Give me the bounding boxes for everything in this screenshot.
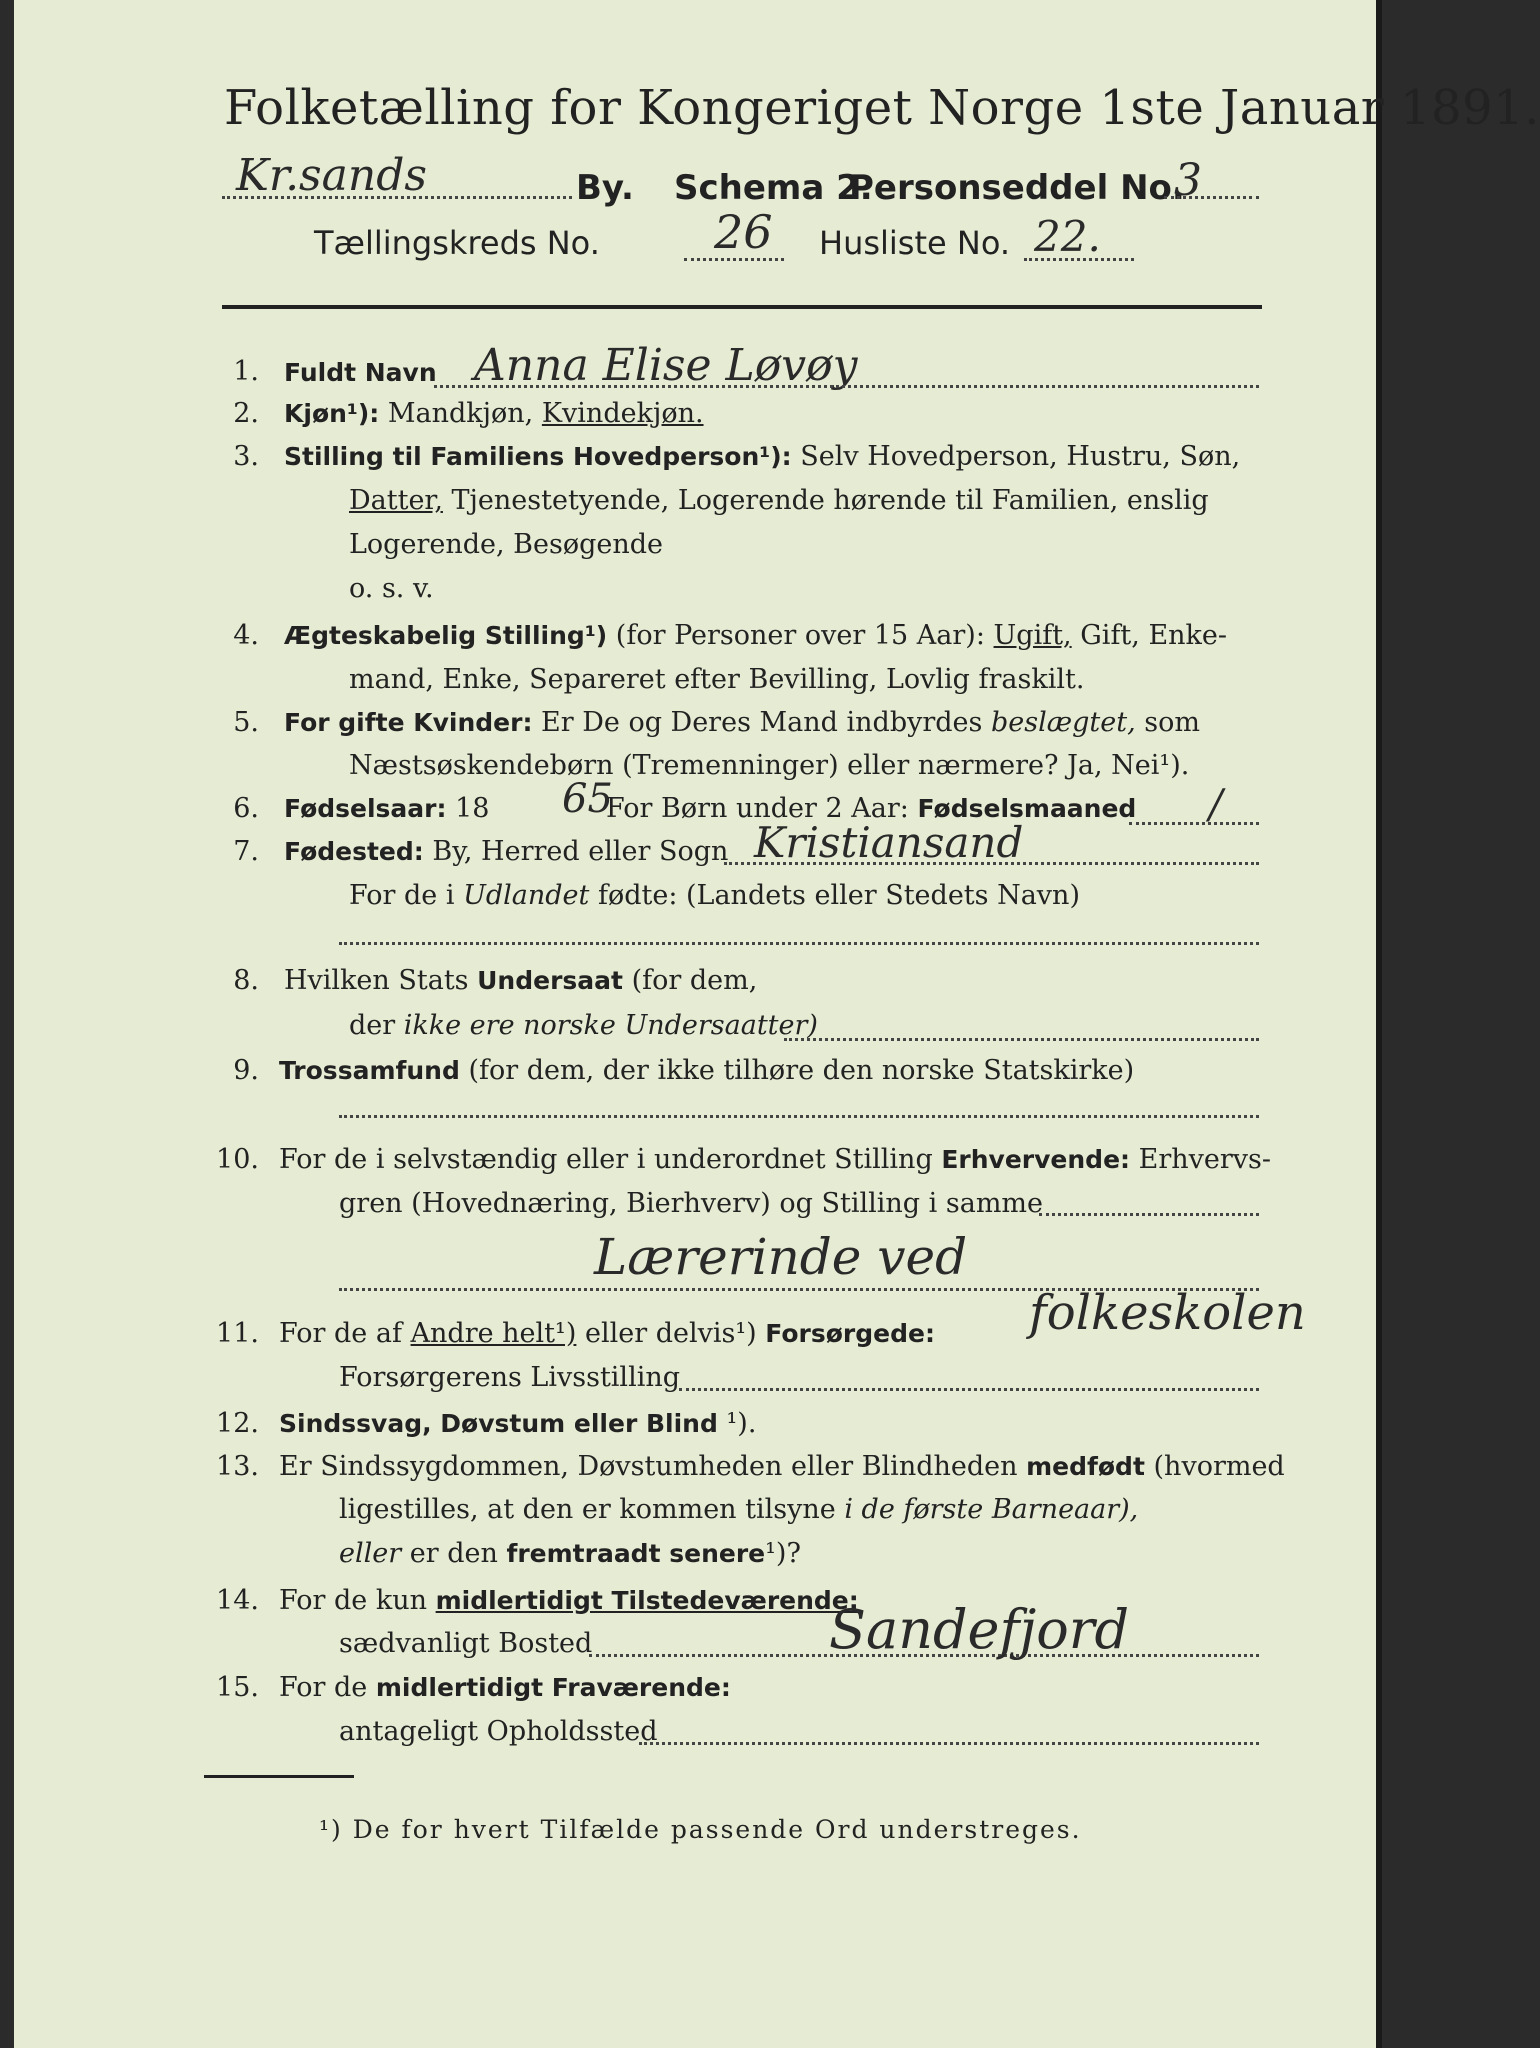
- item-10-occupation-handwritten: Lærerinde ved: [594, 1228, 968, 1286]
- personseddel-number: 3: [1174, 155, 1202, 206]
- city-handwritten: Kr.sands: [236, 150, 427, 201]
- item-3-datter: Datter,: [349, 485, 443, 516]
- schema-label: Schema 2.: [674, 168, 873, 208]
- item-6-rest-text: For Børn under 2 Aar:: [606, 793, 909, 824]
- item-13-line1: [279, 1451, 1285, 1482]
- item-13-rest: Er Sindssygdommen, Døvstumheden eller Blindheden: [279, 1451, 1018, 1482]
- item-15-dots: [639, 1742, 1259, 1745]
- item-10-rest2: Erhvervs-: [1138, 1144, 1272, 1175]
- item-5-number: 5.: [233, 707, 259, 738]
- item-3-l2b: Tjenestetyende, Logerende hørende til Familien, enslig: [451, 485, 1209, 516]
- item-11-rest: For de af: [279, 1318, 402, 1349]
- kreds-dots: [684, 258, 784, 261]
- item-7-label: Fødested:: [284, 837, 424, 866]
- item-5-label: For gifte Kvinder:: [284, 708, 533, 737]
- item-4-line1: [284, 620, 1227, 651]
- item-13-l3b: fremtraadt senere: [506, 1539, 766, 1568]
- item-2-underlined: Kvindekjøn.: [541, 398, 704, 429]
- census-form: [14, 0, 1540, 2048]
- item-9-rest: (for dem, der ikke tilhøre den norske Statskirke): [468, 1055, 1135, 1086]
- item-1-name-handwritten: Anna Elise Løvøy: [474, 340, 858, 391]
- item-2-number: 2.: [233, 398, 259, 429]
- item-7-line2: [349, 880, 1080, 911]
- item-13-l2i: i de første Barneaar),: [844, 1494, 1139, 1525]
- item-6-dots: [1129, 822, 1259, 825]
- item-10-rest: For de i selvstændig eller i underordnet Stilling: [279, 1144, 933, 1175]
- item-6-month-handwritten: /: [1209, 782, 1223, 828]
- city-dots: [222, 196, 572, 199]
- item-13-label: medfødt: [1026, 1452, 1145, 1481]
- footnote: ¹) De for hvert Tilfælde passende Ord understreges.: [319, 1815, 1082, 1844]
- item-5-rest2: som: [1144, 707, 1200, 738]
- item-1-dots: [434, 385, 1259, 388]
- item-15-line2: antageligt Opholdssted: [339, 1716, 658, 1747]
- item-13-number: 13.: [216, 1451, 259, 1482]
- item-5-line1: [284, 707, 1200, 738]
- item-11-line2: Forsørgerens Livsstilling: [339, 1362, 681, 1393]
- item-5-line2: Næstsøskendebørn (Tremenninger) eller nærmere? Ja, Nei¹).: [349, 750, 1190, 781]
- item-2-label: Kjøn¹):: [284, 399, 380, 428]
- item-7-number: 7.: [233, 836, 259, 867]
- item-3-number: 3.: [233, 441, 259, 472]
- item-4-number: 4.: [233, 620, 259, 651]
- item-8-line1: [284, 965, 757, 996]
- item-3-line1: [284, 441, 1240, 472]
- husliste-dots: [1024, 258, 1134, 261]
- item-14-rest: For de kun: [279, 1585, 427, 1616]
- husliste-label: Husliste No.: [819, 224, 1010, 262]
- item-3-rest: Selv Hovedperson, Hustru, Søn,: [800, 441, 1241, 472]
- item-8-label: Undersaat: [477, 966, 623, 995]
- item-4-ugift: Ugift,: [993, 620, 1072, 651]
- item-15-rest: For de: [279, 1672, 368, 1703]
- item-13-line3: [339, 1538, 801, 1569]
- item-7-dots2: [339, 942, 1259, 945]
- item-5-ital: beslægtet,: [990, 707, 1136, 738]
- item-11-underlined: Andre helt¹): [410, 1318, 577, 1349]
- item-6-label2: Fødselsmaaned: [917, 794, 1137, 823]
- form-title: Folketælling for Kongeriget Norge 1ste Januar 1891.: [224, 80, 1540, 136]
- item-15-line1: [279, 1672, 731, 1703]
- item-14-residence-handwritten: Sandefjord: [829, 1598, 1130, 1661]
- item-10-dots1: [1039, 1213, 1259, 1216]
- kreds-number: 26: [714, 205, 773, 259]
- item-6-number: 6.: [233, 793, 259, 824]
- item-7-rest: By, Herred eller Sogn: [432, 836, 729, 867]
- item-6-pre: 18: [455, 793, 490, 824]
- item-8-rest2: (for dem,: [631, 965, 758, 996]
- item-9-number: 9.: [233, 1055, 259, 1086]
- item-14-line2: sædvanligt Bosted: [339, 1628, 593, 1659]
- item-8-rest: Hvilken Stats: [284, 965, 469, 996]
- item-4-line2: mand, Enke, Separeret efter Bevilling, Lovlig fraskilt.: [349, 664, 1085, 695]
- item-12-rest: ¹).: [726, 1408, 757, 1439]
- item-13-rest2: (hvormed: [1153, 1451, 1285, 1482]
- item-3-label: Stilling til Familiens Hovedperson¹):: [284, 442, 792, 471]
- item-11-label: Forsørgede:: [765, 1319, 935, 1348]
- item-3-l3a: Logerende,: [349, 529, 505, 560]
- item-7-line1: [284, 836, 728, 867]
- item-7-l2i: Udlandet: [463, 880, 590, 911]
- item-7-dots: [724, 862, 1259, 865]
- item-10-line1: [279, 1144, 1271, 1175]
- item-7-l2a: For de i: [349, 880, 455, 911]
- item-8-l2i: ikke ere norske Undersaatter): [403, 1010, 818, 1041]
- item-12-number: 12.: [216, 1408, 259, 1439]
- item-9-line1: [279, 1055, 1134, 1086]
- item-8-line2: [349, 1010, 818, 1041]
- item-3-line2: [349, 485, 1209, 516]
- item-2-rest: Mandkjøn,: [387, 398, 534, 429]
- item-14-label: midlertidigt Tilstedeværende:: [435, 1586, 859, 1615]
- item-14-line1: [279, 1585, 859, 1616]
- kreds-label: Tællingskreds No.: [314, 224, 600, 262]
- item-11-number: 11.: [216, 1318, 259, 1349]
- item-3-line4: o. s. v.: [349, 573, 434, 604]
- item-13-l3i: eller: [339, 1538, 402, 1569]
- item-14-number: 14.: [216, 1585, 259, 1616]
- item-9-dots: [339, 1115, 1259, 1118]
- item-10-label: Erhvervende:: [941, 1145, 1131, 1174]
- item-12-line: [279, 1408, 756, 1439]
- item-3-line3: [349, 529, 663, 560]
- item-9-label: Trossamfund: [279, 1056, 460, 1085]
- item-13-line2: [339, 1494, 1138, 1525]
- by-label: By.: [576, 168, 634, 208]
- item-6-year-handwritten: 65: [562, 776, 613, 822]
- item-3-l3b: Besøgende: [513, 529, 664, 560]
- item-7-l2b: fødte: (Landets eller Stedets Navn): [597, 880, 1080, 911]
- item-13-l3a: er den: [409, 1538, 498, 1569]
- item-8-number: 8.: [233, 965, 259, 996]
- item-11-dots: [679, 1388, 1259, 1391]
- item-4-rest: (for Personer over 15 Aar):: [615, 620, 985, 651]
- item-1-number: 1.: [233, 356, 259, 387]
- item-10-number: 10.: [216, 1144, 259, 1175]
- item-2-line: [284, 398, 704, 429]
- item-13-l3c: ¹)?: [765, 1538, 801, 1569]
- item-11-rest2: eller delvis¹): [584, 1318, 757, 1349]
- item-8-dots: [784, 1038, 1259, 1041]
- husliste-number: 22.: [1034, 212, 1101, 261]
- item-11-line1: [279, 1318, 935, 1349]
- header-rule: [222, 305, 1262, 309]
- item-6-label: Fødselsaar:: [284, 794, 447, 823]
- item-6-line: [284, 793, 489, 824]
- item-7-birthplace-handwritten: Kristiansand: [754, 818, 1024, 867]
- item-4-rest2: Gift, Enke-: [1080, 620, 1228, 651]
- item-10-line2: gren (Hovednæring, Bierhverv) og Stilling i samme: [339, 1188, 1044, 1219]
- item-15-number: 15.: [216, 1672, 259, 1703]
- personseddel-dots: [1164, 196, 1259, 199]
- item-13-l2a: ligestilles, at den er kommen tilsyne: [339, 1494, 836, 1525]
- item-15-label: midlertidigt Fraværende:: [375, 1673, 731, 1702]
- footnote-rule: [204, 1775, 354, 1778]
- item-4-label: Ægteskabelig Stilling¹): [284, 621, 608, 650]
- personseddel-label: Personseddel No.: [849, 168, 1185, 208]
- item-5-rest: Er De og Deres Mand indbyrdes: [541, 707, 983, 738]
- item-1-label: Fuldt Navn: [284, 358, 437, 387]
- item-10-occupation-handwritten-2: folkeskolen: [1029, 1285, 1306, 1341]
- item-8-l2a: der: [349, 1010, 396, 1041]
- item-12-label: Sindssvag, Døvstum eller Blind: [279, 1409, 718, 1438]
